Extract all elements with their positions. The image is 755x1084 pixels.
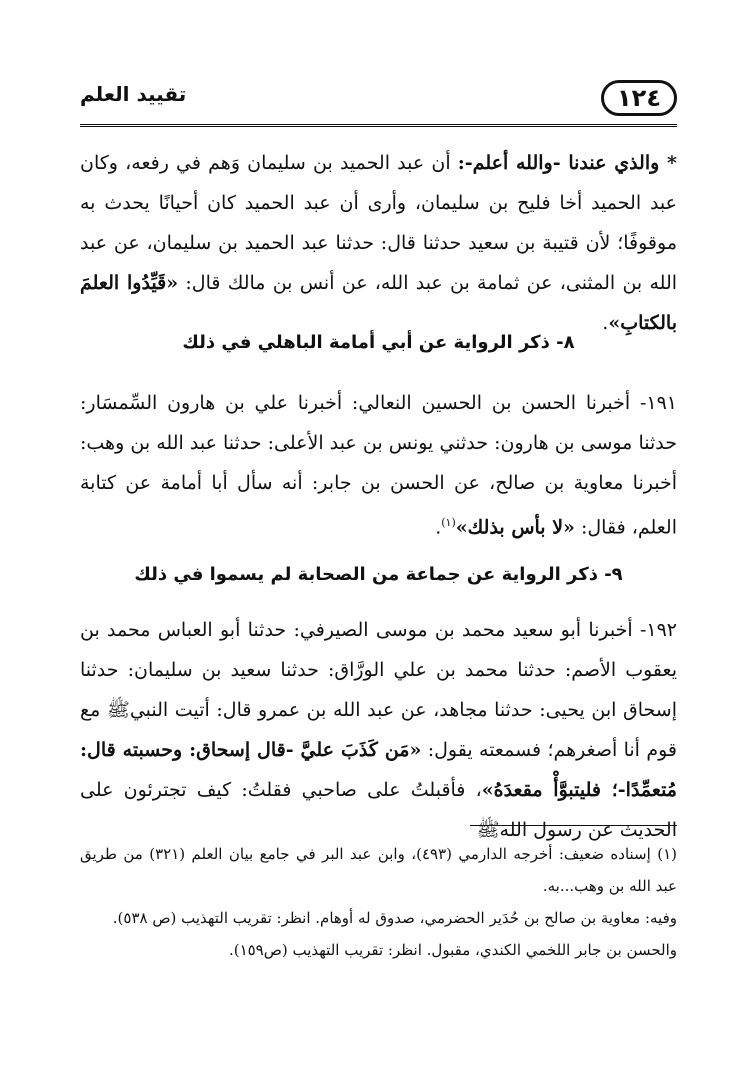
hadith-192-end: ، فأقبلتُ على صاحبي فقلتُ: كيف تجترئون على الحديث عن رسول اللهﷺ [80,779,677,841]
hadith-191-text: ١٩١- أخبرنا الحسن بن الحسين النعالي: أخبرنا علي بن هارون السِّمسَار: حدثنا موسى بن هارون: حدثني يونس بن عبد الأعلى: حدثنا عبد الله بن وهب: أخبرنا معاوية بن صالح، عن الحسن بن جابر: أنه سأل أبا أمامة عن كتابة العلم، فقال: [80,392,677,539]
footnote-rule [470,825,677,826]
hadith-191 [80,383,677,547]
section-8 [80,323,677,363]
hadith-192-quote: «مَن كَذَبَ عليَّ -قال إسحاق: وحسبته قال: مُتعمِّدًا-؛ فليتبوَّأْ مقعدَهُ» [80,739,677,801]
section-9-heading: ٩- ذكر الرواية عن جماعة من الصحابة لم يسموا في ذلك [134,564,623,585]
running-title: تقييد العلم [80,82,187,106]
intro-text: أن عبد الحميد بن سليمان وَهم في رفعه، وكان عبد الحميد أخا فليح بن سليمان، وأرى أن عبد الحميد كان أحيانًا يحدث به موقوفًا؛ لأن قتيبة بن سعيد حدثنا قال: حدثنا عبد الحميد بن سليمان، عن عبد الله بن المثنى، عن ثمامة بن عبد الله، عن أنس بن مالك قال: [80,152,678,294]
footnote-1-note-a: وفيه: معاوية بن صالح بن حُدَير الحضرمي، صدوق له أوهام. انظر: تقريب التهذيب (ص ٥٣٨). [112,909,677,927]
page-header [80,78,677,120]
header-rule [80,124,677,127]
footnotes [80,838,677,966]
intro-end: . [602,312,609,334]
hadith-192 [80,610,677,850]
footnote-1: (١) إسناده ضعيف: أخرجه الدارمي (٤٩٣)، وابن عبد البر في جامع بيان العلم (٣٢١) من طريق عبد الله بن وهب...به. [80,845,677,895]
intro-paragraph-block [80,143,677,343]
footnote-1-note-b: والحسن بن جابر اللخمي الكندي، مقبول. انظر: تقريب التهذيب (ص١٥٩). [228,941,677,959]
section-9 [80,555,677,595]
section-8-body [80,383,677,547]
hadith-192-text: ١٩٢- أخبرنا أبو سعيد محمد بن موسى الصيرفي: حدثنا أبو العباس محمد بن يعقوب الأصم: حدثنا محمد بن علي الورَّاق: حدثنا سعيد بن سليمان: حدثنا إسحاق ابن يحيى: حدثنا مجاهد، عن عبد الله بن عمرو قال: أتيت النبيﷺ مع قوم أنا أصغرهم؛ فسمعته يقول: [80,619,677,761]
hadith-191-end: . [435,516,442,539]
intro-quote: «قَيِّدُوا العلمَ بالكتابِ» [80,272,677,334]
footnote-ref[interactable]: (١) [441,516,456,529]
page-number: ١٢٤ [601,80,677,116]
intro-paragraph [80,143,677,343]
intro-lead: * والذي عندنا -والله أعلم-: [457,152,677,174]
section-8-heading: ٨- ذكر الرواية عن أبي أمامة الباهلي في ذلك [182,332,575,353]
hadith-191-quote: «لا بأس بذلك» [455,516,575,539]
section-9-body [80,610,677,850]
